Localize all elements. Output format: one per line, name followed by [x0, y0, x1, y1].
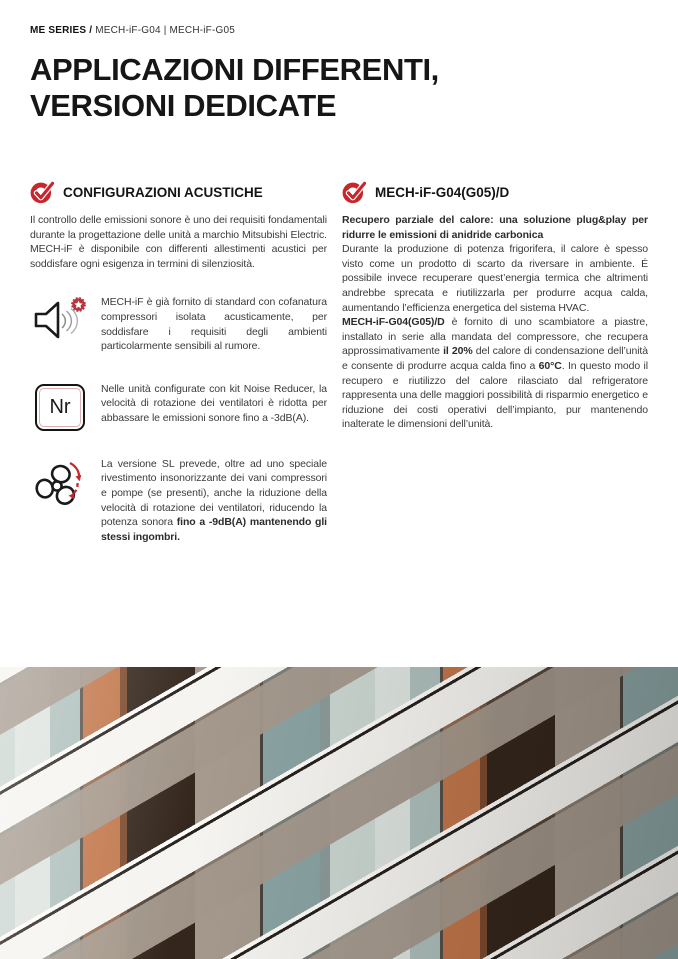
speaker-standard-icon	[30, 295, 90, 353]
heat-recovery-paragraph-1: Durante la produzione di potenza frigorifera, il calore è spesso visto come un prodotto di scarto da riversare in ambiente. É possibile invece recuperare quest’energia termica che altrimenti andrebbe sprecata e riutilizzarla per produrre acqua calda, aumentando l’efficienza energetica del sistema HVAC.	[342, 243, 648, 314]
fan-icon	[32, 457, 88, 515]
speaker-icon	[31, 295, 89, 347]
paragraph-segment: . In questo modo il recupero e riutilizzo del calore rilasciato dal refrigeratore rappresenta una delle maggiori possibilità di risparmio energetico e riduzione dei costi operativi dell’impianto, pur mantenendo inalterate le dimensioni dell’unità.	[342, 359, 648, 431]
section-heading-heat-recovery	[342, 180, 648, 204]
feature-text-bold: fino a -9dB(A) mantenendo gli stessi ingombri.	[101, 516, 327, 543]
feature-text: Nelle unità configurate con kit Noise Reducer, la velocità di rotazione dei ventilatori è ridotta per abbassare le emissioni sonore fino a -3dB(A).	[101, 382, 327, 424]
page-header	[30, 25, 235, 36]
feature-standard-soundproofing	[30, 295, 327, 353]
heat-recovery-lead: Recupero parziale del calore: una soluzione plug&play per ridurre le emissioni di anidride carbonica	[342, 214, 648, 241]
nr-label: Nr	[49, 395, 71, 418]
fan-figure	[30, 457, 90, 545]
series-label: ME SERIES /	[30, 25, 93, 36]
building-facade-photo	[0, 667, 678, 959]
feature-sl-version	[30, 457, 327, 545]
title-line-1: APPLICAZIONI DIFFERENTI,	[30, 52, 439, 87]
feature-text	[101, 457, 327, 545]
section-acoustic-configurations	[30, 180, 327, 544]
page-title	[30, 52, 439, 124]
model-name-bold: MECH-iF-G04(G05)/D	[342, 316, 445, 329]
noise-reducer-figure	[30, 382, 90, 431]
photo-lighting-overlay	[0, 667, 678, 959]
acoustic-intro-paragraph: Il controllo delle emissioni sonore è uno dei requisiti fondamentali durante la progettazione delle unità a marchio Mitsubishi Electric. MECH-iF è disponibile con differenti allestimenti acustici per soddisfare ogni esigenza in termini di silenziosità.	[30, 214, 327, 270]
paragraph-segment: del calore di condensazione dell’unità e consente di produrre acqua calda fino a	[342, 345, 648, 372]
noise-reducer-icon	[35, 384, 85, 431]
section-title: MECH-iF-G04(G05)/D	[375, 184, 510, 200]
feature-text-regular: La versione SL prevede, oltre ad uno speciale rivestimento insonorizzante dei vani compressori e pompe (se presenti), anche la riduzione della velocità di rotazione dei ventilatori, riducendo la potenza sonora	[101, 457, 327, 529]
section-heat-recovery	[342, 180, 648, 544]
check-badge-icon	[30, 180, 56, 204]
model-codes: MECH-iF-G04 | MECH-iF-G05	[95, 25, 236, 36]
section-title: CONFIGURAZIONI ACUSTICHE	[63, 184, 263, 200]
title-line-2: VERSIONI DEDICATE	[30, 88, 337, 123]
section-heading-acoustic	[30, 180, 327, 204]
paragraph-segment: è fornito di uno scambiatore a piastre, installato in serie alla mandata del compressore, che recupera approssimativamente	[342, 316, 648, 358]
temperature-bold: 60°C	[538, 359, 562, 372]
feature-text: MECH-iF è già fornito di standard con cofanatura compressori isolata acusticamente, per soddisfare i requisiti degli ambienti particolarmente sensibili al rumore.	[101, 296, 327, 353]
feature-noise-reducer	[30, 382, 327, 431]
percent-bold: il 20%	[443, 345, 473, 358]
nr-keycap	[39, 388, 81, 427]
heat-recovery-paragraph-2	[342, 315, 648, 432]
content-columns	[30, 180, 648, 544]
check-badge-icon	[342, 180, 368, 204]
